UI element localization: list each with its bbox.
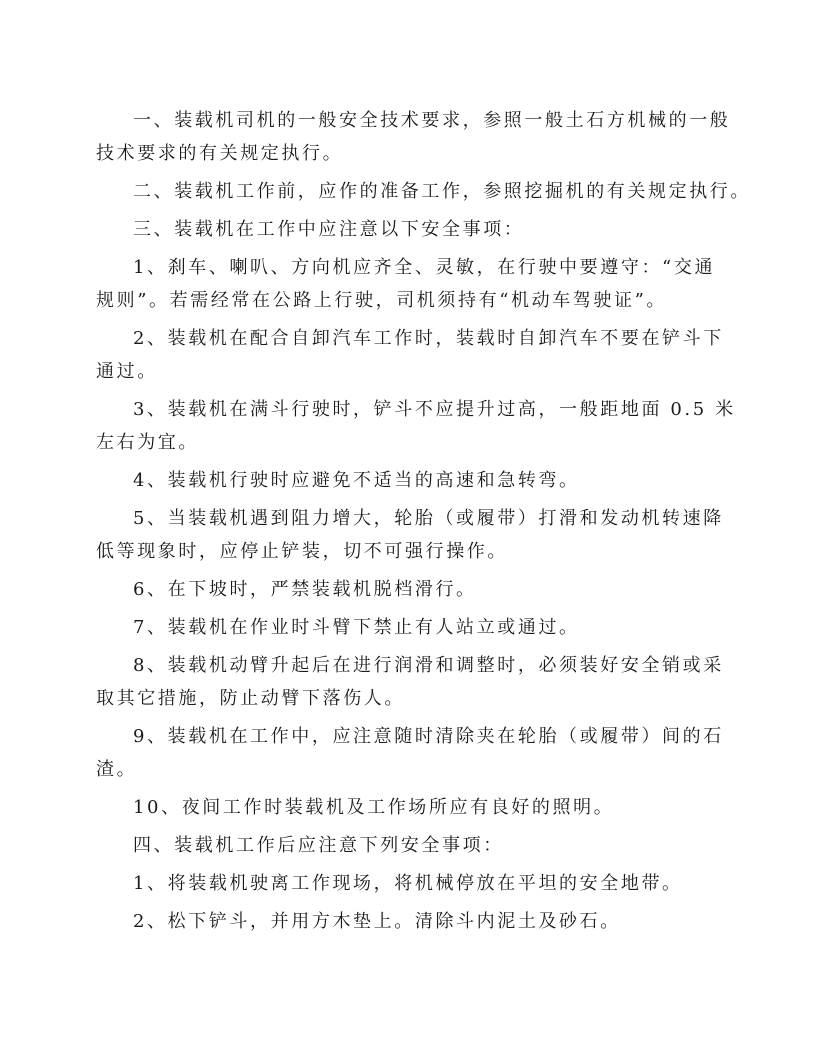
paragraph: [96, 652, 736, 718]
paragraph: [96, 832, 736, 865]
text-line: 二、装载机工作前，应作的准备工作，参照挖掘机的有关规定执行。: [133, 181, 751, 202]
text-line: 1、刹车、喇叭、方向机应齐全、灵敏，在行驶中要遵守：“交通: [133, 257, 716, 278]
paragraph: [96, 870, 736, 903]
text-line: 9、装载机在工作中，应注意随时清除夹在轮胎（或履带）间的石: [133, 726, 724, 747]
text-line: 取其它措施，防止动臂下落伤人。: [96, 688, 405, 709]
text-line: 渣。: [96, 759, 138, 780]
text-line: 技术要求的有关规定执行。: [96, 143, 344, 164]
paragraph: [96, 107, 736, 173]
paragraph: [96, 908, 736, 941]
text-line: 2、松下铲斗，并用方木垫上。清除斗内泥土及砂石。: [133, 911, 621, 932]
paragraph: [96, 254, 736, 320]
text-line: 3、装载机在满斗行驶时，铲斗不应提升过高，一般距地面 0.5 米: [133, 399, 736, 420]
text-line: 2、装载机在配合自卸汽车工作时，装载时自卸汽车不要在铲斗下: [133, 328, 724, 349]
text-line: 规则”。若需经常在公路上行驶，司机须持有“机动车驾驶证”。: [96, 290, 668, 311]
paragraph: [96, 614, 736, 647]
paragraph: [96, 216, 736, 249]
paragraph: [96, 325, 736, 391]
text-line: 三、装载机在工作中应注意以下安全事项：: [133, 219, 525, 240]
text-line: 6、在下坡时，严禁装载机脱档滑行。: [133, 579, 477, 600]
text-line: 1、将装载机驶离工作现场，将机械停放在平坦的安全地带。: [133, 873, 683, 894]
text-line: 左右为宜。: [96, 432, 199, 453]
text-line: 低等现象时，应停止铲装，切不可强行操作。: [96, 541, 508, 562]
paragraph: [96, 467, 736, 500]
paragraph: [96, 794, 736, 827]
text-line: 一、装载机司机的一般安全技术要求，参照一般土石方机械的一般: [133, 110, 731, 131]
text-line: 四、装载机工作后应注意下列安全事项：: [133, 835, 504, 856]
text-line: 5、当装载机遇到阻力增大，轮胎（或履带）打滑和发动机转速降: [133, 508, 724, 529]
paragraph: [96, 576, 736, 609]
text-line: 7、装载机在作业时斗臂下禁止有人站立或通过。: [133, 617, 580, 638]
paragraph: [96, 505, 736, 571]
paragraph: [96, 178, 751, 211]
text-line: 8、装载机动臂升起后在进行润滑和调整时，必须装好安全销或采: [133, 655, 724, 676]
text-line: 10、夜间工作时装载机及工作场所应有良好的照明。: [133, 797, 615, 818]
text-line: 通过。: [96, 361, 158, 382]
document-body: [96, 107, 751, 946]
paragraph: [96, 396, 736, 462]
text-line: 4、装载机行驶时应避免不适当的高速和急转弯。: [133, 470, 580, 491]
paragraph: [96, 723, 736, 789]
